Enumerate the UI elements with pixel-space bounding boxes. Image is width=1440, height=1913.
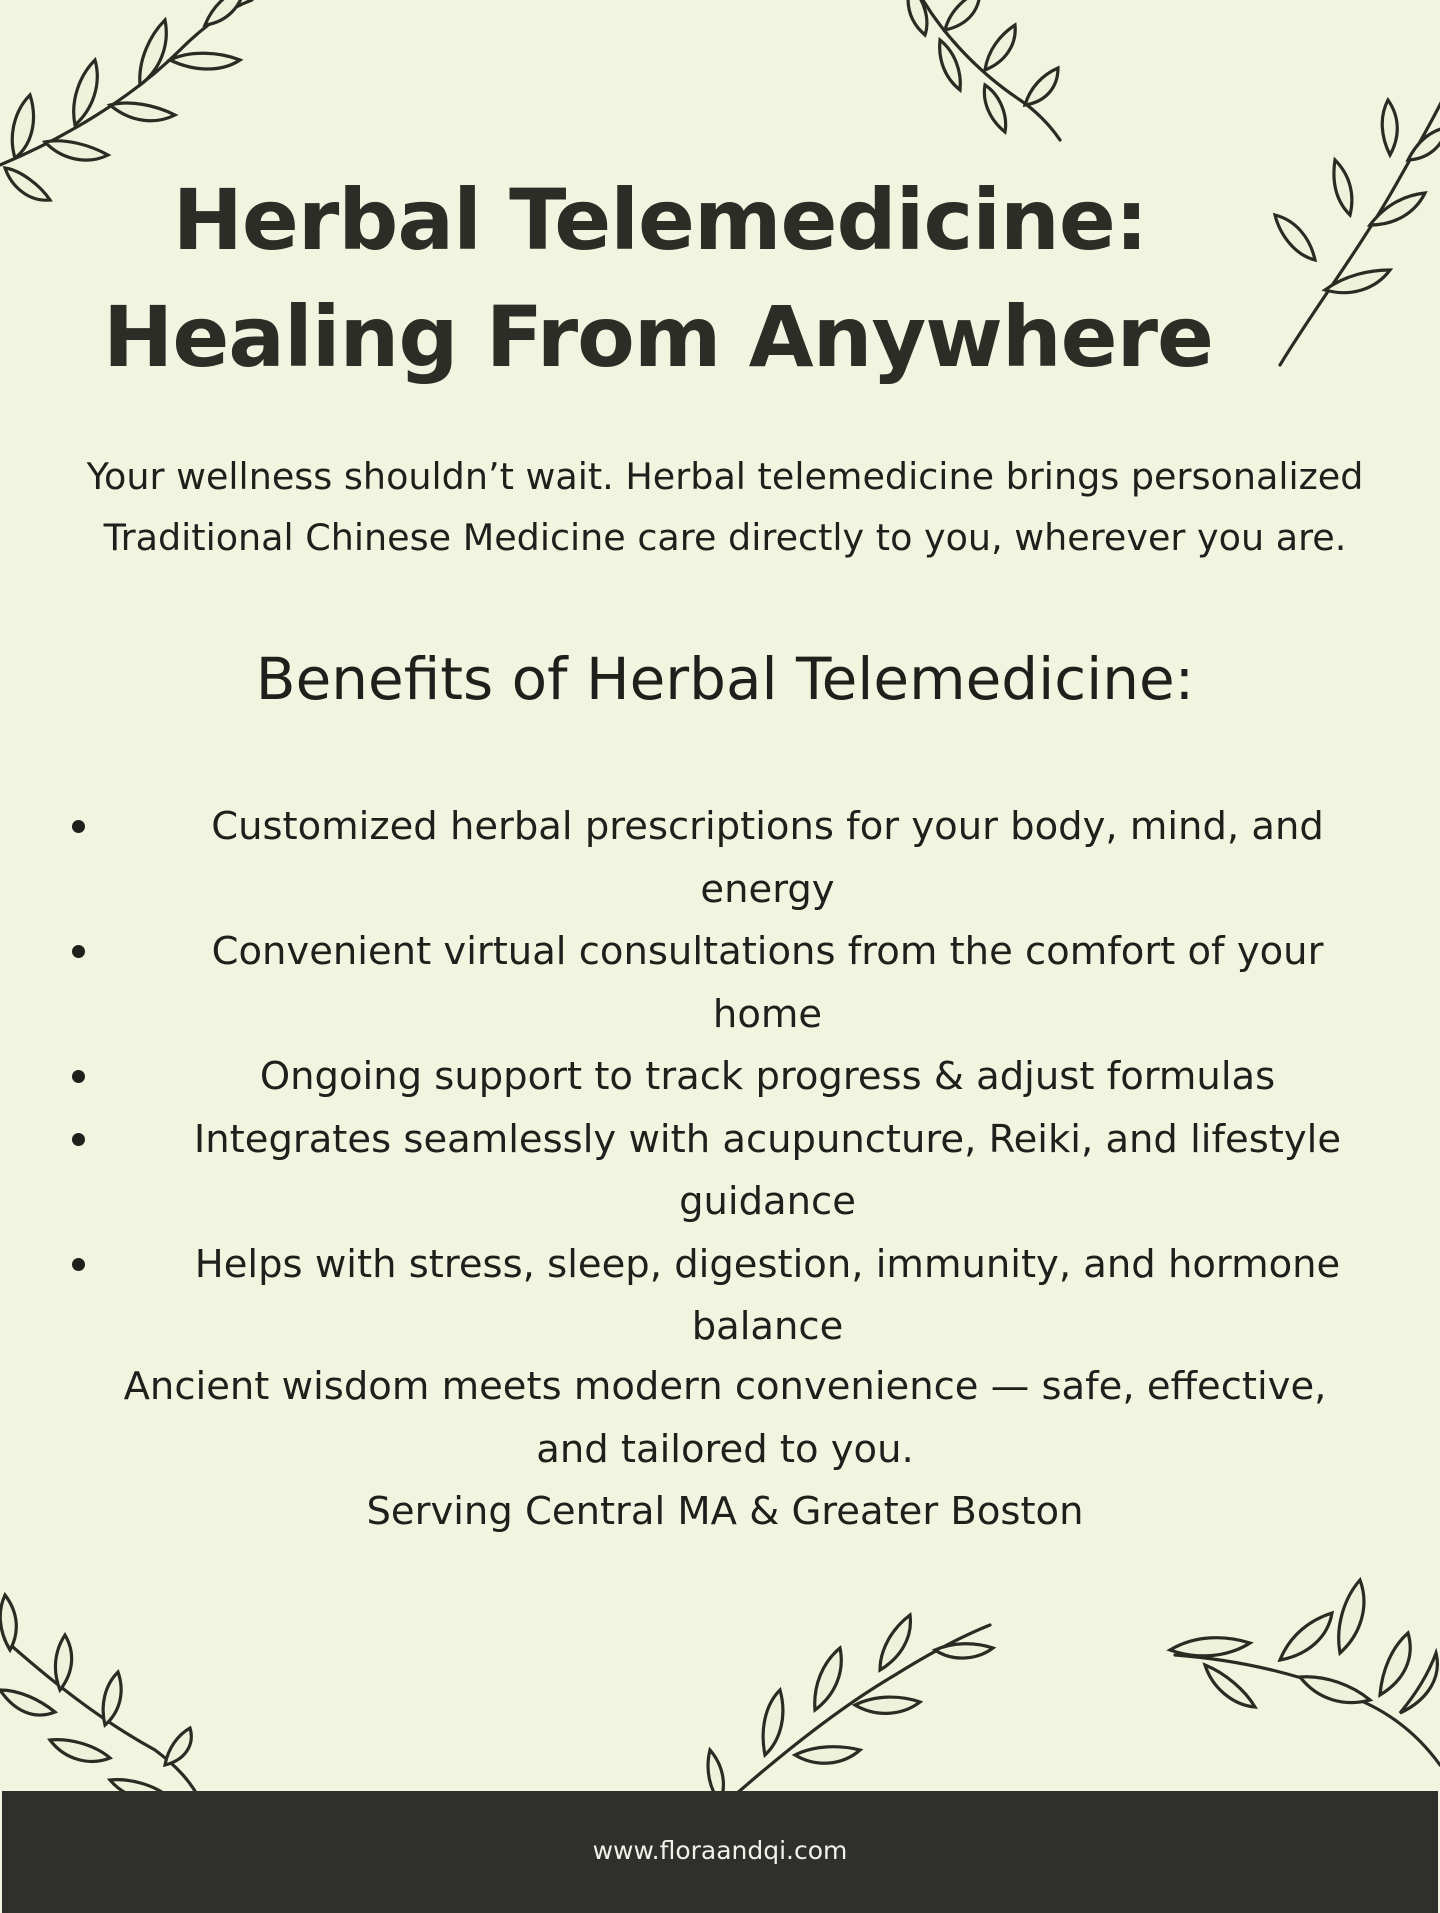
list-item-line-1: Convenient virtual consultations from the comfort of your	[211, 929, 1324, 974]
bullet-icon	[72, 820, 85, 833]
benefits-list	[60, 796, 1380, 1359]
page-title-line-2: Healing From Anywhere	[103, 288, 1213, 386]
bullet-icon	[72, 945, 85, 958]
list-item-line-1: Integrates seamlessly with acupuncture, Reiki, and lifestyle	[193, 1116, 1342, 1162]
list-item-line-1: Customized herbal prescriptions for your body, mind, and	[211, 804, 1324, 849]
list-item-line-2: guidance	[679, 1179, 856, 1224]
leafy-branch-icon	[1160, 1535, 1440, 1775]
list-item-line-2: energy	[700, 866, 835, 912]
list-item-line-1: Helps with stress, sleep, digestion, immunity, and hormone	[194, 1241, 1341, 1287]
leafy-branch-icon	[890, 0, 1070, 150]
leafy-branch-icon	[0, 1600, 220, 1800]
intro-paragraph	[30, 446, 1420, 568]
list-item	[60, 796, 1380, 921]
intro-line-1: Your wellness shouldn’t wait. Herbal telemedicine brings personalized	[86, 455, 1364, 498]
list-item	[60, 1046, 1380, 1109]
closing-statement	[50, 1356, 1400, 1481]
leafy-branch-icon	[695, 1590, 995, 1800]
list-item	[60, 1234, 1380, 1359]
intro-line-2: Traditional Chinese Medicine care directly to you, wherever you are.	[103, 516, 1347, 559]
closing-line-2: and tailored to you.	[536, 1426, 914, 1472]
service-area: Serving Central MA & Greater Boston	[366, 1489, 1084, 1534]
bullet-icon	[72, 1258, 85, 1271]
closing-line-1: Ancient wisdom meets modern convenience — safe, effective,	[123, 1364, 1327, 1409]
page-title-line-1: Herbal Telemedicine:	[172, 171, 1148, 269]
list-item-line-2: home	[712, 991, 823, 1037]
footer-bar	[2, 1791, 1438, 1913]
list-item-line-1: Ongoing support to track progress & adjust formulas	[259, 1054, 1276, 1099]
website-link[interactable]: www.floraandqi.com	[592, 1836, 848, 1865]
list-item	[60, 1109, 1380, 1234]
list-item	[60, 921, 1380, 1046]
bullet-icon	[72, 1133, 85, 1146]
benefits-heading: Benefits of Herbal Telemedicine:	[255, 645, 1195, 713]
bullet-icon	[72, 1070, 85, 1083]
list-item-line-2: balance	[691, 1304, 844, 1349]
